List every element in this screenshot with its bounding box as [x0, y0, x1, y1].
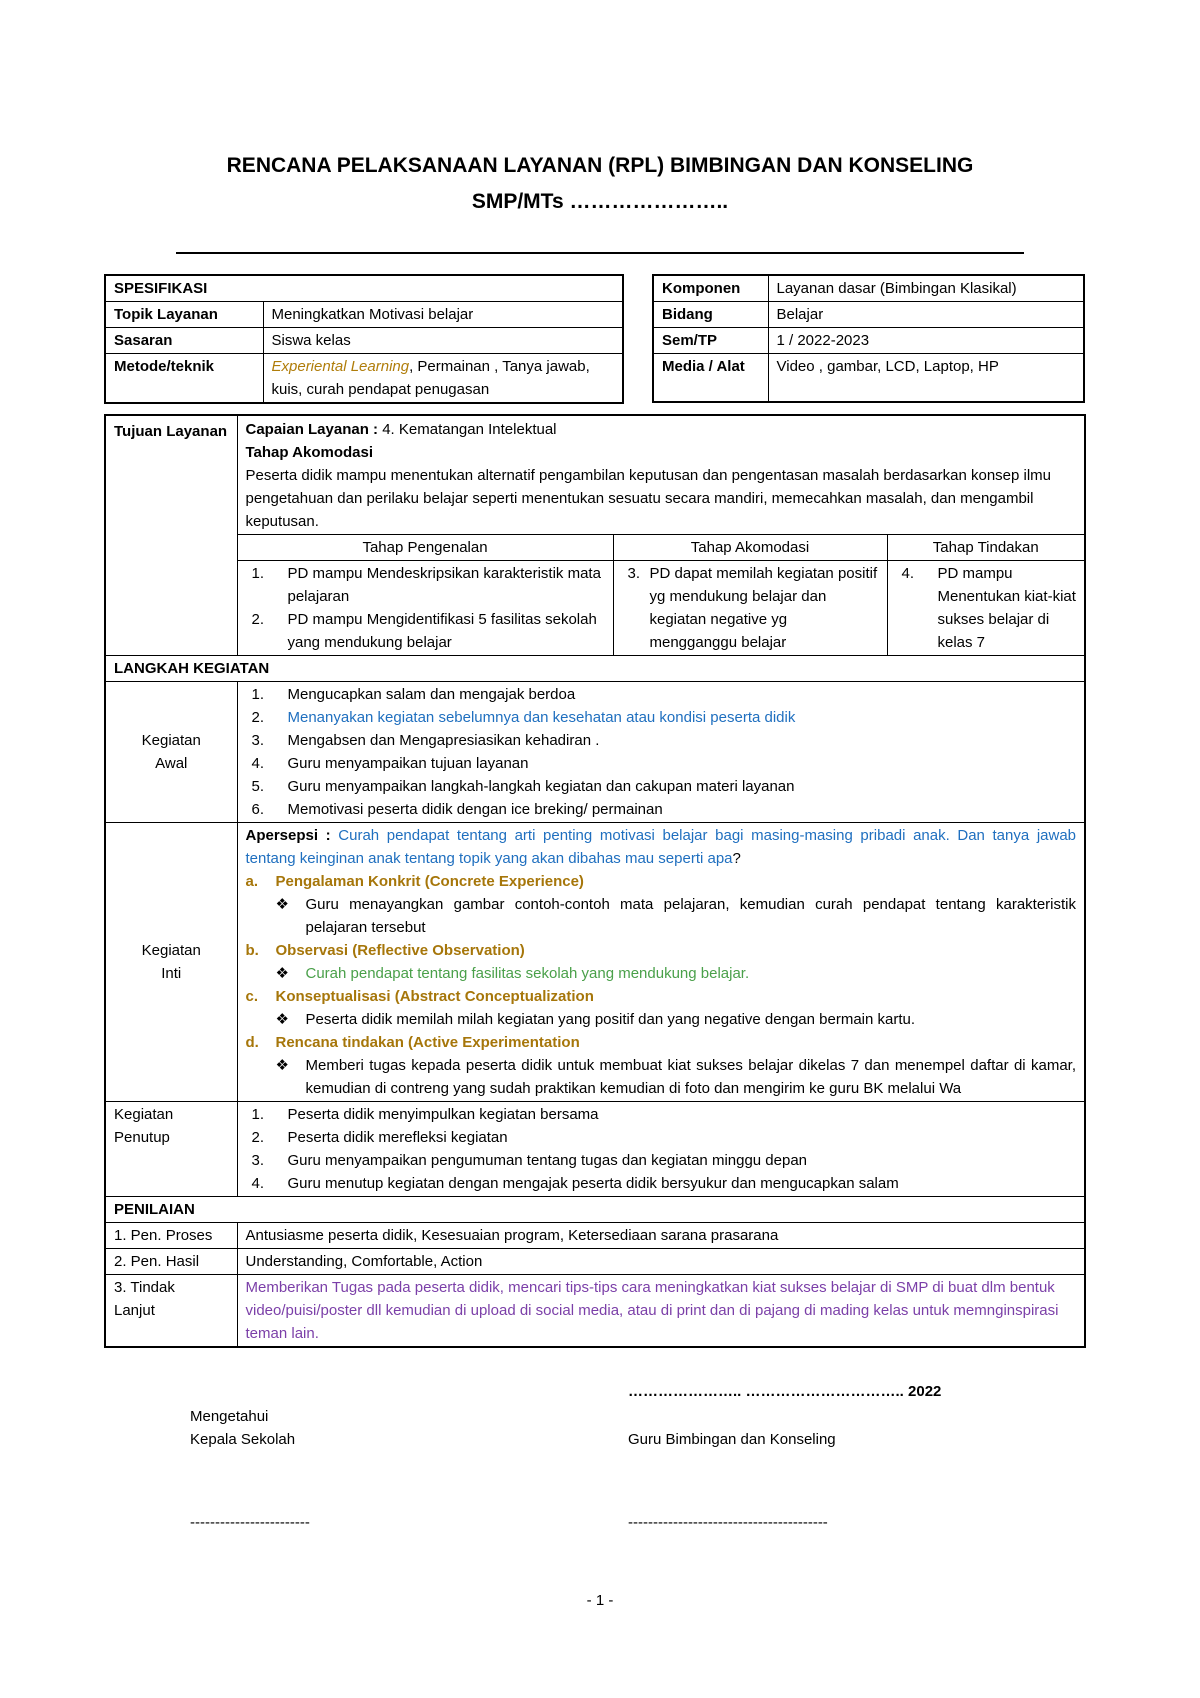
inti-point: ❖ Memberi tugas kepada peserta didik untuk membuat kiat sukses belajar dikelas 7 dan menempel daftar di kamar, kemudian di contreng yang sudah praktikan kemudian di foto dan mengirim ke guru BK melalui Wa — [246, 1054, 1077, 1100]
spec-label-metode: Metode/teknik — [105, 354, 263, 404]
list-item: 4. PD mampu Menentukan kiat-kiat sukses belajar di kelas 7 — [901, 565, 1076, 651]
right-signature-line: ---------------------------------------- — [628, 1514, 828, 1531]
tujuan-desc: Peserta didik mampu menentukan alternatif pengambilan keputusan dan pengentasan masalah berdasarkan konsep ilmu pengetahuan dan perilaku belajar seperti menentukan sesuatu secara mandiri, memecahkan masalah, dan mengambil keputusan. — [245, 467, 1052, 530]
spec-value-metode — [263, 354, 623, 404]
diamond-bullet-icon: ❖ — [275, 965, 289, 982]
list-item: 2. Menanyakan kegiatan sebelumnya dan kesehatan atau kondisi peserta didik — [251, 709, 796, 726]
kegiatan-penutup-list — [237, 1102, 1085, 1197]
penilaian-value-hasil: Understanding, Comfortable, Action — [237, 1249, 1085, 1275]
title-divider — [176, 252, 1024, 254]
page-subtitle: SMP/MTs ………………….. — [471, 190, 729, 213]
list-item: 3. Mengabsen dan Mengapresiasikan kehadiran . — [251, 732, 600, 749]
inti-point: ❖ Guru menayangkan gambar contoh-contoh mata pelajaran, kemudian curah pendapat tentang karakteristik pelajaran tersebut — [246, 893, 1077, 939]
list-item: 3. PD dapat memilah kegiatan positif yg mendukung belajar dan kegiatan negative yg mengganggu belajar — [627, 565, 878, 651]
apersepsi: Apersepsi : Curah pendapat tentang arti penting motivasi belajar bagi masing-masing pribadi anak. Dan tanya jawab tentang keinginan anak tentang topik yang akan dibahas mau seperti apa? — [245, 827, 1077, 867]
kegiatan-penutup-label: Kegiatan Penutup — [105, 1102, 237, 1197]
langkah-heading: LANGKAH KEGIATAN — [105, 656, 1085, 682]
spec-value-sem: 1 / 2022-2023 — [768, 328, 1084, 354]
inti-section-title: d. Rencana tindakan (Active Experimentation — [245, 1034, 580, 1051]
pengenalan-list — [237, 561, 613, 656]
main-table — [104, 414, 1086, 1348]
penilaian-label-hasil: 2. Pen. Hasil — [105, 1249, 237, 1275]
inti-section-title: a. Pengalaman Konkrit (Concrete Experience) — [245, 873, 584, 890]
kegiatan-awal-label: Kegiatan Awal — [105, 682, 237, 823]
list-item: 1. PD mampu Mendeskripsikan karakteristik mata pelajaran — [251, 565, 601, 605]
diamond-bullet-icon: ❖ — [275, 1057, 289, 1074]
list-item: 2. PD mampu Mengidentifikasi 5 fasilitas sekolah yang mendukung belajar — [251, 611, 597, 651]
spec-value-bidang: Belajar — [768, 302, 1084, 328]
capaian-label: Capaian Layanan : — [245, 421, 379, 438]
col-header-akomodasi: Tahap Akomodasi — [613, 535, 887, 561]
diamond-bullet-icon: ❖ — [275, 1011, 289, 1028]
penilaian-label-proses: 1. Pen. Proses — [105, 1223, 237, 1249]
spec-label-komponen: Komponen — [653, 275, 768, 302]
col-header-pengenalan: Tahap Pengenalan — [237, 535, 613, 561]
diamond-bullet-icon: ❖ — [275, 896, 289, 913]
list-item: 5. Guru menyampaikan langkah-langkah kegiatan dan cakupan materi layanan — [251, 778, 795, 795]
spec-label-bidang: Bidang — [653, 302, 768, 328]
page-number: - 1 - — [586, 1592, 614, 1609]
spec-value-sasaran: Siswa kelas — [263, 328, 623, 354]
col-header-tindakan: Tahap Tindakan — [887, 535, 1085, 561]
list-item: 3. Guru menyampaikan pengumuman tentang tugas dan kegiatan minggu depan — [251, 1152, 808, 1169]
kegiatan-inti-label: Kegiatan Inti — [105, 823, 237, 1102]
tujuan-content — [237, 415, 1085, 535]
spec-label-media: Media / Alat — [653, 354, 768, 402]
tindakan-list — [887, 561, 1085, 656]
spec-value-topik: Meningkatkan Motivasi belajar — [263, 302, 623, 328]
date-line: ………………….. ………………………….. 2022 — [628, 1383, 942, 1400]
list-item: 6. Memotivasi peserta didik dengan ice breking/ permainan — [251, 801, 663, 818]
akomodasi-list — [613, 561, 887, 656]
spec-value-komponen: Layanan dasar (Bimbingan Klasikal) — [768, 275, 1084, 302]
metode-italic: Experiental Learning — [271, 358, 410, 375]
kepala-sekolah-label: Kepala Sekolah — [190, 1431, 296, 1448]
metode-rest: , Permainan , Tanya jawab, kuis, curah pendapat penugasan — [271, 358, 590, 398]
spec-left-table — [104, 274, 624, 404]
tujuan-label: Tujuan Layanan — [105, 415, 237, 656]
spec-heading: SPESIFIKASI — [105, 275, 623, 302]
spec-label-topik: Topik Layanan — [105, 302, 263, 328]
inti-section-title: b. Observasi (Reflective Observation) — [245, 942, 525, 959]
inti-point: ❖ Curah pendapat tentang fasilitas sekolah yang mendukung belajar. — [246, 962, 1077, 985]
spec-label-sem: Sem/TP — [653, 328, 768, 354]
inti-point: ❖ Peserta didik memilah milah kegiatan yang positif dan yang negative dengan bermain kartu. — [246, 1008, 1077, 1031]
kegiatan-inti-content — [237, 823, 1085, 1102]
penilaian-value-tindak: Memberikan Tugas pada peserta didik, mencari tips-tips cara meningkatkan kiat sukses belajar di SMP di buat dlm bentuk video/puisi/poster dll kemudian di upload di social media, atau di print dan di pajang di mading kelas untuk memnginspirasi teman lain. — [237, 1275, 1085, 1348]
spec-value-media: Video , gambar, LCD, Laptop, HP — [768, 354, 1084, 402]
capaian-value: 4. Kematangan Intelektual — [378, 421, 557, 438]
page-title: RENCANA PELAKSANAAN LAYANAN (RPL) BIMBINGAN DAN KONSELING — [226, 154, 974, 177]
list-item: 1. Mengucapkan salam dan mengajak berdoa — [251, 686, 576, 703]
guru-bk-label: Guru Bimbingan dan Konseling — [628, 1431, 836, 1448]
tahap-label: Tahap Akomodasi — [245, 444, 374, 461]
mengetahui-label: Mengetahui — [190, 1408, 269, 1425]
list-item: 4. Guru menyampaikan tujuan layanan — [251, 755, 529, 772]
spec-right-table — [652, 274, 1085, 403]
list-item: 2. Peserta didik merefleksi kegiatan — [251, 1129, 508, 1146]
list-item: 4. Guru menutup kegiatan dengan mengajak peserta didik bersyukur dan mengucapkan salam — [251, 1175, 899, 1192]
penilaian-heading: PENILAIAN — [105, 1197, 1085, 1223]
left-signature-line: ------------------------ — [190, 1514, 310, 1531]
spec-label-sasaran: Sasaran — [105, 328, 263, 354]
inti-section-title: c. Konseptualisasi (Abstract Conceptualization — [245, 988, 594, 1005]
kegiatan-awal-list — [237, 682, 1085, 823]
penilaian-label-tindak: 3. Tindak Lanjut — [105, 1275, 237, 1348]
list-item: 1. Peserta didik menyimpulkan kegiatan bersama — [251, 1106, 599, 1123]
penilaian-value-proses: Antusiasme peserta didik, Kesesuaian program, Ketersediaan sarana prasarana — [237, 1223, 1085, 1249]
